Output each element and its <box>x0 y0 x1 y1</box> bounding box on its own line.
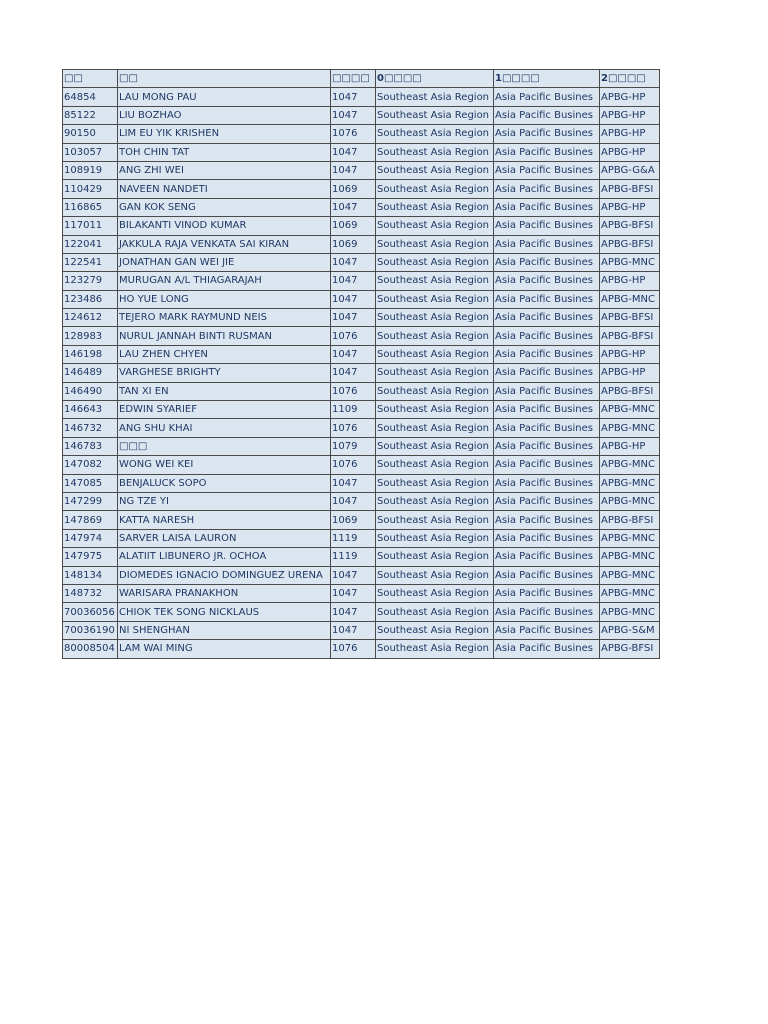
cell-id[interactable]: 146198 <box>63 345 118 363</box>
table-row <box>63 364 660 382</box>
cell-name[interactable]: HO YUE LONG <box>118 290 331 308</box>
cell-level0[interactable]: Southeast Asia Region <box>376 548 494 566</box>
cell-code[interactable]: 1069 <box>331 235 376 253</box>
cell-name[interactable]: WARISARA PRANAKHON <box>118 584 331 602</box>
table-row <box>63 566 660 584</box>
cell-name[interactable]: BILAKANTI VINOD KUMAR <box>118 217 331 235</box>
cell-id[interactable]: 148134 <box>63 566 118 584</box>
header-cell-level1[interactable]: 1□□□□ <box>494 70 600 88</box>
cell-id[interactable]: 147975 <box>63 548 118 566</box>
table-row <box>63 621 660 639</box>
header-row <box>63 70 660 88</box>
cell-level1[interactable]: Asia Pacific Busines <box>494 345 600 363</box>
cell-level0[interactable]: Southeast Asia Region <box>376 217 494 235</box>
table-row <box>63 253 660 271</box>
cell-code[interactable]: 1047 <box>331 584 376 602</box>
cell-name[interactable]: ANG ZHI WEI <box>118 161 331 179</box>
cell-name[interactable]: SARVER LAISA LAURON <box>118 529 331 547</box>
cell-code[interactable]: 1109 <box>331 401 376 419</box>
cell-level2[interactable]: APBG-BFSI <box>600 180 660 198</box>
cell-level0[interactable]: Southeast Asia Region <box>376 401 494 419</box>
cell-id[interactable]: 108919 <box>63 161 118 179</box>
cell-code[interactable]: 1047 <box>331 621 376 639</box>
cell-name[interactable]: VARGHESE BRIGHTY <box>118 364 331 382</box>
cell-code[interactable]: 1047 <box>331 143 376 161</box>
cell-level1[interactable]: Asia Pacific Busines <box>494 143 600 161</box>
cell-name[interactable]: GAN KOK SENG <box>118 198 331 216</box>
cell-level0[interactable]: Southeast Asia Region <box>376 235 494 253</box>
table-body <box>63 88 660 658</box>
cell-code[interactable]: 1047 <box>331 492 376 510</box>
cell-level2[interactable]: APBG-HP <box>600 143 660 161</box>
cell-code[interactable]: 1076 <box>331 327 376 345</box>
header-cell-level0[interactable]: 0□□□□ <box>376 70 494 88</box>
cell-level1[interactable]: Asia Pacific Busines <box>494 529 600 547</box>
cell-level2[interactable]: APBG-HP <box>600 364 660 382</box>
cell-level0[interactable]: Southeast Asia Region <box>376 143 494 161</box>
cell-level2[interactable]: APBG-MNC <box>600 492 660 510</box>
cell-level2[interactable]: APBG-MNC <box>600 419 660 437</box>
cell-level0[interactable]: Southeast Asia Region <box>376 492 494 510</box>
cell-id[interactable]: 70036190 <box>63 621 118 639</box>
cell-name[interactable]: LAU ZHEN CHYEN <box>118 345 331 363</box>
cell-level0[interactable]: Southeast Asia Region <box>376 621 494 639</box>
cell-id[interactable]: 123486 <box>63 290 118 308</box>
table-row <box>63 217 660 235</box>
cell-level0[interactable]: Southeast Asia Region <box>376 272 494 290</box>
cell-level0[interactable]: Southeast Asia Region <box>376 529 494 547</box>
cell-name[interactable]: LAU MONG PAU <box>118 88 331 106</box>
cell-level0[interactable]: Southeast Asia Region <box>376 456 494 474</box>
cell-level2[interactable]: APBG-BFSI <box>600 309 660 327</box>
cell-level1[interactable]: Asia Pacific Busines <box>494 621 600 639</box>
table-row <box>63 401 660 419</box>
cell-level2[interactable]: APBG-G&A <box>600 161 660 179</box>
cell-level2[interactable]: APBG-MNC <box>600 456 660 474</box>
cell-level0[interactable]: Southeast Asia Region <box>376 161 494 179</box>
table-row <box>63 419 660 437</box>
cell-code[interactable]: 1047 <box>331 345 376 363</box>
cell-level0[interactable]: Southeast Asia Region <box>376 603 494 621</box>
header-cell-name[interactable]: □□ <box>118 70 331 88</box>
cell-name[interactable]: WONG WEI KEI <box>118 456 331 474</box>
header-cell-id[interactable]: □□ <box>63 70 118 88</box>
cell-name[interactable]: NAVEEN NANDETI <box>118 180 331 198</box>
cell-level1[interactable]: Asia Pacific Busines <box>494 640 600 658</box>
cell-name[interactable]: NI SHENGHAN <box>118 621 331 639</box>
table-row <box>63 327 660 345</box>
cell-level0[interactable]: Southeast Asia Region <box>376 327 494 345</box>
cell-code[interactable]: 1047 <box>331 603 376 621</box>
cell-level2[interactable]: APBG-BFSI <box>600 640 660 658</box>
cell-name[interactable]: DIOMEDES IGNACIO DOMINGUEZ URENA <box>118 566 331 584</box>
cell-level2[interactable]: APBG-S&M <box>600 621 660 639</box>
table-row <box>63 640 660 658</box>
cell-code[interactable]: 1119 <box>331 548 376 566</box>
table-row <box>63 437 660 455</box>
cell-level0[interactable]: Southeast Asia Region <box>376 474 494 492</box>
cell-id[interactable]: 117011 <box>63 217 118 235</box>
cell-level1[interactable]: Asia Pacific Busines <box>494 161 600 179</box>
cell-code[interactable]: 1076 <box>331 456 376 474</box>
table-row <box>63 456 660 474</box>
cell-name[interactable]: TOH CHIN TAT <box>118 143 331 161</box>
cell-level1[interactable]: Asia Pacific Busines <box>494 235 600 253</box>
table-row <box>63 309 660 327</box>
table-row <box>63 492 660 510</box>
cell-id[interactable]: 116865 <box>63 198 118 216</box>
cell-level0[interactable]: Southeast Asia Region <box>376 419 494 437</box>
cell-level1[interactable]: Asia Pacific Busines <box>494 88 600 106</box>
cell-level2[interactable]: APBG-HP <box>600 88 660 106</box>
table-row <box>63 290 660 308</box>
cell-id[interactable]: 147082 <box>63 456 118 474</box>
cell-level1[interactable]: Asia Pacific Busines <box>494 217 600 235</box>
cell-code[interactable]: 1047 <box>331 253 376 271</box>
cell-name[interactable]: □□□ <box>118 437 331 455</box>
cell-name[interactable]: JAKKULA RAJA VENKATA SAI KIRAN <box>118 235 331 253</box>
cell-level2[interactable]: APBG-MNC <box>600 290 660 308</box>
cell-level2[interactable]: APBG-HP <box>600 198 660 216</box>
table-row <box>63 161 660 179</box>
cell-level2[interactable]: APBG-BFSI <box>600 382 660 400</box>
table-row <box>63 474 660 492</box>
cell-level1[interactable]: Asia Pacific Busines <box>494 106 600 124</box>
cell-level1[interactable]: Asia Pacific Busines <box>494 474 600 492</box>
cell-level0[interactable]: Southeast Asia Region <box>376 584 494 602</box>
cell-level0[interactable]: Southeast Asia Region <box>376 253 494 271</box>
cell-level0[interactable]: Southeast Asia Region <box>376 309 494 327</box>
header-cell-code[interactable]: □□□□ <box>331 70 376 88</box>
cell-level1[interactable]: Asia Pacific Busines <box>494 382 600 400</box>
cell-id[interactable]: 146643 <box>63 401 118 419</box>
header-cell-level2[interactable]: 2□□□□ <box>600 70 660 88</box>
cell-level1[interactable]: Asia Pacific Busines <box>494 566 600 584</box>
cell-code[interactable]: 1069 <box>331 180 376 198</box>
cell-level2[interactable]: APBG-BFSI <box>600 217 660 235</box>
table-row <box>63 272 660 290</box>
cell-level2[interactable]: APBG-MNC <box>600 401 660 419</box>
cell-code[interactable]: 1047 <box>331 88 376 106</box>
cell-name[interactable]: LIU BOZHAO <box>118 106 331 124</box>
cell-code[interactable]: 1047 <box>331 198 376 216</box>
cell-level0[interactable]: Southeast Asia Region <box>376 290 494 308</box>
cell-name[interactable]: LAM WAI MING <box>118 640 331 658</box>
cell-level1[interactable]: Asia Pacific Busines <box>494 456 600 474</box>
cell-name[interactable]: NURUL JANNAH BINTI RUSMAN <box>118 327 331 345</box>
cell-code[interactable]: 1047 <box>331 290 376 308</box>
cell-level0[interactable]: Southeast Asia Region <box>376 345 494 363</box>
cell-code[interactable]: 1047 <box>331 161 376 179</box>
cell-level0[interactable]: Southeast Asia Region <box>376 180 494 198</box>
table-row <box>63 584 660 602</box>
cell-level1[interactable]: Asia Pacific Busines <box>494 290 600 308</box>
table-row <box>63 180 660 198</box>
cell-level0[interactable]: Southeast Asia Region <box>376 106 494 124</box>
table-row <box>63 548 660 566</box>
cell-id[interactable]: 147299 <box>63 492 118 510</box>
cell-code[interactable]: 1047 <box>331 272 376 290</box>
cell-id[interactable]: 147974 <box>63 529 118 547</box>
cell-code[interactable]: 1047 <box>331 309 376 327</box>
spreadsheet-sheet <box>62 69 660 659</box>
cell-level1[interactable]: Asia Pacific Busines <box>494 125 600 143</box>
table-row <box>63 511 660 529</box>
cell-id[interactable]: 146783 <box>63 437 118 455</box>
cell-id[interactable]: 146489 <box>63 364 118 382</box>
cell-id[interactable]: 122541 <box>63 253 118 271</box>
cell-code[interactable]: 1069 <box>331 217 376 235</box>
cell-code[interactable]: 1076 <box>331 640 376 658</box>
cell-level2[interactable]: APBG-MNC <box>600 603 660 621</box>
table-row <box>63 345 660 363</box>
cell-id[interactable]: 70036056 <box>63 603 118 621</box>
table-row <box>63 529 660 547</box>
cell-level0[interactable]: Southeast Asia Region <box>376 437 494 455</box>
cell-level0[interactable]: Southeast Asia Region <box>376 566 494 584</box>
table-row <box>63 603 660 621</box>
cell-id[interactable]: 123279 <box>63 272 118 290</box>
cell-level0[interactable]: Southeast Asia Region <box>376 511 494 529</box>
cell-code[interactable]: 1047 <box>331 106 376 124</box>
cell-id[interactable]: 85122 <box>63 106 118 124</box>
cell-name[interactable]: MURUGAN A/L THIAGARAJAH <box>118 272 331 290</box>
cell-level0[interactable]: Southeast Asia Region <box>376 364 494 382</box>
table-row <box>63 88 660 106</box>
cell-code[interactable]: 1076 <box>331 125 376 143</box>
cell-level0[interactable]: Southeast Asia Region <box>376 640 494 658</box>
cell-name[interactable]: JONATHAN GAN WEI JIE <box>118 253 331 271</box>
cell-code[interactable]: 1047 <box>331 566 376 584</box>
cell-name[interactable]: ALATIIT LIBUNERO JR. OCHOA <box>118 548 331 566</box>
cell-id[interactable]: 147085 <box>63 474 118 492</box>
cell-level1[interactable]: Asia Pacific Busines <box>494 419 600 437</box>
cell-level1[interactable]: Asia Pacific Busines <box>494 511 600 529</box>
cell-name[interactable]: TAN XI EN <box>118 382 331 400</box>
cell-name[interactable]: TEJERO MARK RAYMUND NEIS <box>118 309 331 327</box>
cell-level1[interactable]: Asia Pacific Busines <box>494 492 600 510</box>
cell-id[interactable]: 147869 <box>63 511 118 529</box>
table-row <box>63 235 660 253</box>
cell-level2[interactable]: APBG-MNC <box>600 474 660 492</box>
cell-id[interactable]: 90150 <box>63 125 118 143</box>
cell-code[interactable]: 1069 <box>331 511 376 529</box>
table-row <box>63 143 660 161</box>
cell-level0[interactable]: Southeast Asia Region <box>376 198 494 216</box>
cell-level1[interactable]: Asia Pacific Busines <box>494 548 600 566</box>
cell-id[interactable]: 64854 <box>63 88 118 106</box>
cell-level2[interactable]: APBG-HP <box>600 437 660 455</box>
cell-name[interactable]: LIM EU YIK KRISHEN <box>118 125 331 143</box>
cell-level2[interactable]: APBG-MNC <box>600 529 660 547</box>
employee-table <box>62 69 660 659</box>
cell-level1[interactable]: Asia Pacific Busines <box>494 364 600 382</box>
cell-name[interactable]: NG TZE YI <box>118 492 331 510</box>
cell-level1[interactable]: Asia Pacific Busines <box>494 401 600 419</box>
cell-code[interactable]: 1076 <box>331 419 376 437</box>
cell-code[interactable]: 1047 <box>331 474 376 492</box>
cell-code[interactable]: 1047 <box>331 364 376 382</box>
cell-level2[interactable]: APBG-MNC <box>600 566 660 584</box>
cell-level1[interactable]: Asia Pacific Busines <box>494 437 600 455</box>
cell-level2[interactable]: APBG-HP <box>600 106 660 124</box>
table-row <box>63 382 660 400</box>
cell-id[interactable]: 146490 <box>63 382 118 400</box>
cell-level2[interactable]: APBG-BFSI <box>600 235 660 253</box>
cell-name[interactable]: ANG SHU KHAI <box>118 419 331 437</box>
cell-id[interactable]: 146732 <box>63 419 118 437</box>
cell-level0[interactable]: Southeast Asia Region <box>376 88 494 106</box>
cell-id[interactable]: 148732 <box>63 584 118 602</box>
cell-level1[interactable]: Asia Pacific Busines <box>494 180 600 198</box>
cell-code[interactable]: 1079 <box>331 437 376 455</box>
cell-name[interactable]: EDWIN SYARIEF <box>118 401 331 419</box>
cell-name[interactable]: KATTA NARESH <box>118 511 331 529</box>
cell-id[interactable]: 110429 <box>63 180 118 198</box>
cell-id[interactable]: 103057 <box>63 143 118 161</box>
cell-code[interactable]: 1076 <box>331 382 376 400</box>
table-row <box>63 125 660 143</box>
table-row <box>63 106 660 124</box>
cell-level2[interactable]: APBG-BFSI <box>600 511 660 529</box>
cell-id[interactable]: 124612 <box>63 309 118 327</box>
cell-level2[interactable]: APBG-HP <box>600 125 660 143</box>
cell-id[interactable]: 80008504 <box>63 640 118 658</box>
cell-level2[interactable]: APBG-MNC <box>600 584 660 602</box>
cell-level2[interactable]: APBG-HP <box>600 272 660 290</box>
cell-name[interactable]: CHIOK TEK SONG NICKLAUS <box>118 603 331 621</box>
cell-level1[interactable]: Asia Pacific Busines <box>494 198 600 216</box>
cell-id[interactable]: 122041 <box>63 235 118 253</box>
cell-level0[interactable]: Southeast Asia Region <box>376 125 494 143</box>
cell-level2[interactable]: APBG-MNC <box>600 253 660 271</box>
cell-level1[interactable]: Asia Pacific Busines <box>494 327 600 345</box>
cell-level1[interactable]: Asia Pacific Busines <box>494 603 600 621</box>
cell-id[interactable]: 128983 <box>63 327 118 345</box>
table-row <box>63 198 660 216</box>
cell-name[interactable]: BENJALUCK SOPO <box>118 474 331 492</box>
cell-level1[interactable]: Asia Pacific Busines <box>494 309 600 327</box>
cell-code[interactable]: 1119 <box>331 529 376 547</box>
cell-level0[interactable]: Southeast Asia Region <box>376 382 494 400</box>
cell-level2[interactable]: APBG-BFSI <box>600 327 660 345</box>
cell-level2[interactable]: APBG-HP <box>600 345 660 363</box>
cell-level1[interactable]: Asia Pacific Busines <box>494 253 600 271</box>
cell-level1[interactable]: Asia Pacific Busines <box>494 584 600 602</box>
cell-level1[interactable]: Asia Pacific Busines <box>494 272 600 290</box>
cell-level2[interactable]: APBG-MNC <box>600 548 660 566</box>
